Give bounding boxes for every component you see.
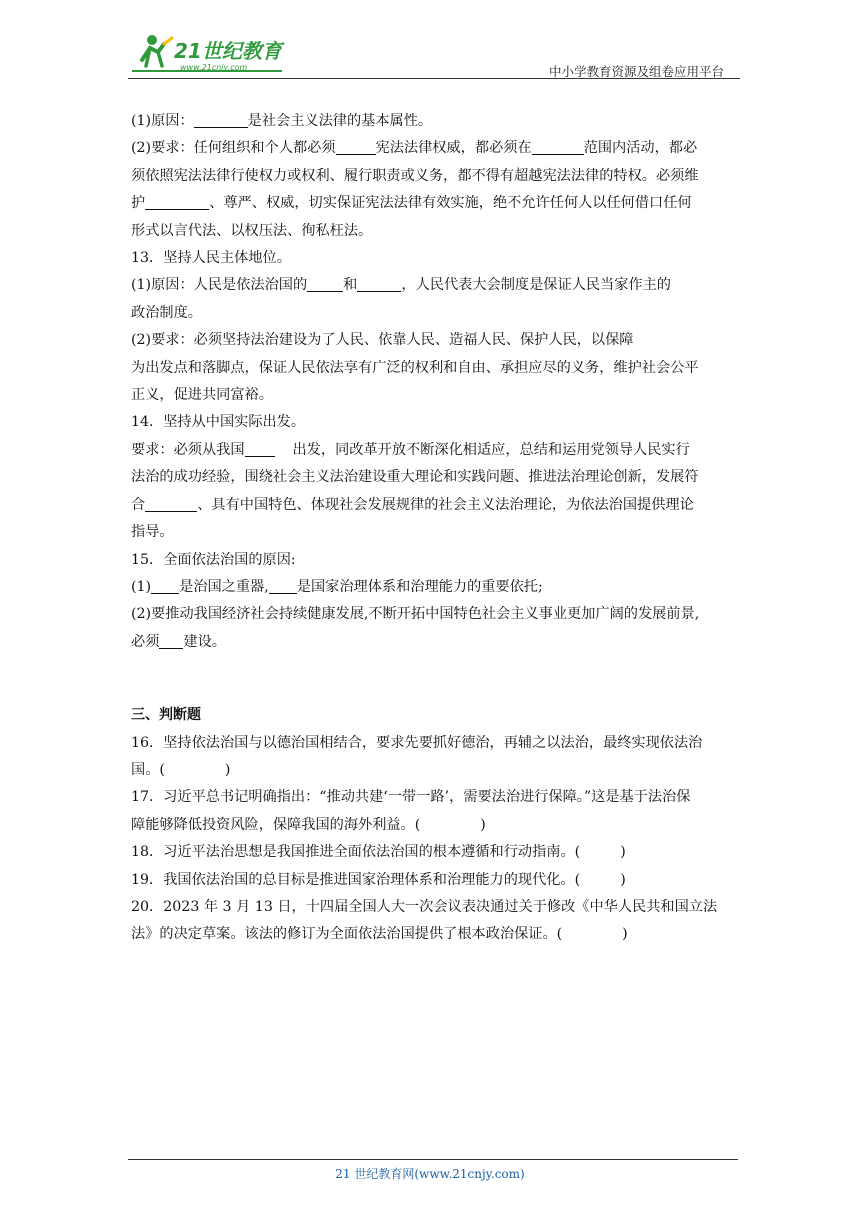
q13-requirement-line3: 正义，促进共同富裕。 (131, 387, 273, 404)
q14-requirement-line4: 指导。 (131, 524, 174, 541)
q14-title: 14．坚持从中国实际出发。 (131, 414, 306, 431)
footer-link[interactable]: 21 世纪教育网(www.21cnjy.com) (335, 1167, 525, 1181)
answer-blank[interactable] (194, 109, 248, 128)
svg-text:21世纪教育: 21世纪教育 (174, 39, 282, 63)
q15-reason-line3: 必须 建设。 (131, 629, 731, 656)
answer-blank[interactable] (532, 136, 584, 155)
site-logo (128, 30, 298, 78)
q15-title: 15．全面依法治国的原因: (131, 551, 296, 568)
q17-line2: 障能够降低投资风险，保障我国的海外利益。( ) (131, 816, 486, 833)
q12-reason-line: (1)原因： 是社会主义法律的基本属性。 (131, 108, 731, 135)
q13-requirement-line1: (2)要求：必须坚持法治建设为了人民、依靠人民、造福人民、保护人民，以保障 (131, 332, 634, 349)
q15-reason-line2: (2)要推动我国经济社会持续健康发展,不断开拓中国特色社会主义事业更加广阔的发展前景, (131, 606, 700, 623)
answer-blank[interactable] (145, 191, 209, 210)
q13-title: 13．坚持人民主体地位。 (131, 250, 291, 267)
answer-blank[interactable] (357, 273, 401, 292)
q13-requirement-line2: 为出发点和落脚点，保证人民依法享有广泛的权利和自由、承担应尽的义务，维护社会公平 (131, 359, 699, 376)
q12-requirement-line1: (2)要求：任何组织和个人都必须 宪法法律权威，都必须在 范围内活动，都必 (131, 135, 731, 162)
platform-name: 中小学教育资源及组卷应用平台 (548, 64, 724, 79)
q12-requirement-line4: 形式以言代法、以权压法、徇私枉法。 (131, 222, 373, 239)
q20-line1: 20．2023 年 3 月 13 日，十四届全国人大一次会议表决通过关于修改《中华人民共和国立法 (131, 898, 718, 915)
answer-blank[interactable] (269, 575, 297, 594)
q12-requirement-line2: 须依照宪法法律行使权力或权利、履行职责或义务，都不得有超越宪法法律的特权。必须维 (131, 167, 699, 184)
section-heading: 三、判断题 (131, 707, 201, 724)
q20-line2: 法》的决定草案。该法的修订为全面依法治国提供了根本政治保证。( ) (131, 926, 628, 943)
q18-line: 18．习近平法治思想是我国推进全面依法治国的根本遵循和行动指南。( ) (131, 844, 626, 861)
header-divider (128, 78, 740, 79)
q13-reason-line2: 政治制度。 (131, 304, 202, 321)
q16-line1: 16．坚持依法治国与以德治国相结合，要求先要抓好德治，再辅之以法治，最终实现依法治 (131, 734, 703, 751)
answer-blank[interactable] (151, 575, 179, 594)
answer-blank[interactable] (336, 136, 376, 155)
q17-line1: 17．习近平总书记明确指出：“推动共建‘一带一路’，需要法治进行保障。”这是基于法治保 (131, 789, 691, 806)
svg-text:www.21cnjy.com: www.21cnjy.com (180, 63, 248, 72)
answer-blank[interactable] (245, 438, 275, 457)
q14-requirement-line2: 法治的成功经验，围绕社会主义法治建设重大理论和实践问题、推进法治理论创新，发展符 (131, 469, 699, 486)
answer-blank[interactable] (159, 630, 183, 649)
q16-line2: 国。( ) (131, 761, 231, 778)
q15-reason-line1: (1) 是治国之重器, 是国家治理体系和治理能力的重要依托; (131, 574, 731, 601)
q19-line: 19．我国依法治国的总目标是推进国家治理体系和治理能力的现代化。( ) (131, 871, 626, 888)
q13-reason-line1: (1)原因：人民是依法治国的 和 ，人民代表大会制度是保证人民当家作主的 (131, 272, 731, 299)
answer-blank[interactable] (307, 273, 343, 292)
q14-requirement-line3: 合 、具有中国特色、体现社会发展规律的社会主义法治理论，为依法治国提供理论 (131, 492, 731, 519)
q14-requirement-line1: 要求：必须从我国 出发，同改革开放不断深化相适应，总结和运用党领导人民实行 (131, 437, 731, 464)
document-body (131, 108, 731, 949)
page-header (128, 30, 740, 80)
footer-divider (128, 1159, 738, 1160)
q12-requirement-line3: 护 、尊严、权威，切实保证宪法法律有效实施，绝不允许任何人以任何借口任何 (131, 190, 731, 217)
answer-blank[interactable] (145, 493, 197, 512)
